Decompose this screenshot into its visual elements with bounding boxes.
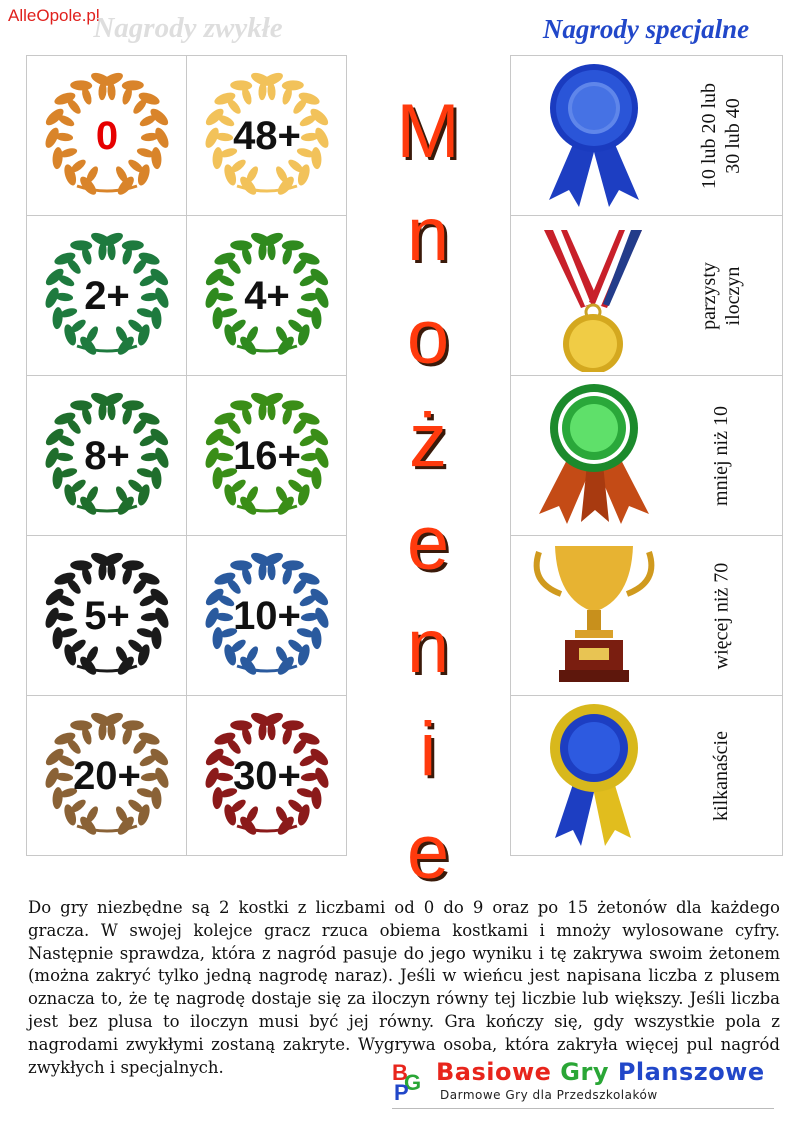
regular-awards-grid <box>26 55 347 856</box>
logo-letter: B <box>392 1060 408 1085</box>
logo-tagline: Darmowe Gry dla Przedszkolaków <box>440 1088 658 1102</box>
award-label: 0 <box>95 113 119 158</box>
award-label: 30+ <box>233 753 301 798</box>
vertical-title-letter: n <box>406 192 450 277</box>
award-cell <box>27 696 187 856</box>
special-awards-list <box>510 55 783 856</box>
vertical-title-letter: e <box>406 501 450 586</box>
special-award-label: kilkanaście <box>710 731 732 821</box>
logo-mark <box>392 1060 428 1104</box>
award-cell <box>187 56 347 216</box>
special-award-label: parzysty <box>697 262 720 330</box>
award-label: 48+ <box>233 113 301 158</box>
award-label: 5+ <box>84 593 130 638</box>
gold-medal-icon <box>519 222 669 372</box>
vertical-title-letter: M <box>396 89 460 174</box>
regular-awards-title: Nagrody zwykłe <box>93 12 283 44</box>
award-cell <box>27 56 187 216</box>
vertical-title-letter: o <box>406 295 450 380</box>
logo-word: Gry <box>560 1058 609 1086</box>
special-award-row <box>511 376 783 536</box>
award-label: 4+ <box>244 273 290 318</box>
logo-word: Planszowe <box>617 1058 765 1086</box>
special-award-row <box>511 56 783 216</box>
green-badge-icon <box>519 382 669 532</box>
award-cell <box>27 536 187 696</box>
special-award-row <box>511 216 783 376</box>
special-award-row <box>511 696 783 856</box>
special-award-label: więcej niż 70 <box>710 562 732 670</box>
logo-letter: P <box>394 1080 409 1105</box>
award-label: 16+ <box>233 433 301 478</box>
award-label: 8+ <box>84 433 130 478</box>
gold-rosette-icon <box>519 702 669 852</box>
award-cell <box>187 376 347 536</box>
vertical-title-letter: e <box>406 810 450 895</box>
site-watermark: AlleOpole.pl <box>8 6 100 25</box>
special-awards-title: Nagrody specjalne <box>542 14 750 44</box>
vertical-title-letter: i <box>419 707 437 792</box>
award-label: 20+ <box>73 753 141 798</box>
logo-letter: G <box>404 1070 422 1095</box>
trophy-icon <box>519 542 669 692</box>
vertical-title <box>378 80 478 904</box>
blue-rosette-icon <box>519 62 669 212</box>
publisher-logo <box>392 1058 774 1109</box>
vertical-title-letter: ż <box>409 398 447 483</box>
logo-wordmark <box>436 1058 765 1086</box>
special-award-label: 10 lub 20 lub <box>698 82 720 190</box>
vertical-title-letter: n <box>406 604 450 689</box>
special-award-row <box>511 536 783 696</box>
special-award-label: mniej niż 10 <box>709 406 732 506</box>
award-cell <box>187 536 347 696</box>
award-cell <box>27 216 187 376</box>
game-rules-text: Do gry niezbędne są 2 kostki z liczbami od 0 do 9 oraz po 15 żetonów dla każdego gracza. W swojej kolejce gracz rzuca obiema kostkami i mnoży wylosowane cyfry. Następnie sprawdza, która z nagród pasuje do jego wyniku i tę zakrywa swoim żetonem (można zakryć tylko jedną nagrodę naraz). Jeśli w wieńcu jest napisana liczba z plusem oznacza to, że tę nagrodę dostaje się za iloczyn równy tej liczbie lub większy. Jeśli liczba jest bez plusa to iloczyn musi być jej równy. Gra kończy się, gdy wszystkie pola z nagrodami zwykłymi zostaną zakryte. Wygrywa osoba, która zakryła więcej pul nagród zwykłych i specjalnych. <box>28 898 780 1077</box>
award-label: 10+ <box>233 593 301 638</box>
special-award-label: iloczyn <box>721 266 744 326</box>
award-cell <box>187 216 347 376</box>
award-cell <box>187 696 347 856</box>
logo-word: Basiowe <box>436 1058 552 1086</box>
special-award-label: 30 lub 40 <box>722 98 744 174</box>
award-cell <box>27 376 187 536</box>
award-label: 2+ <box>84 273 130 318</box>
